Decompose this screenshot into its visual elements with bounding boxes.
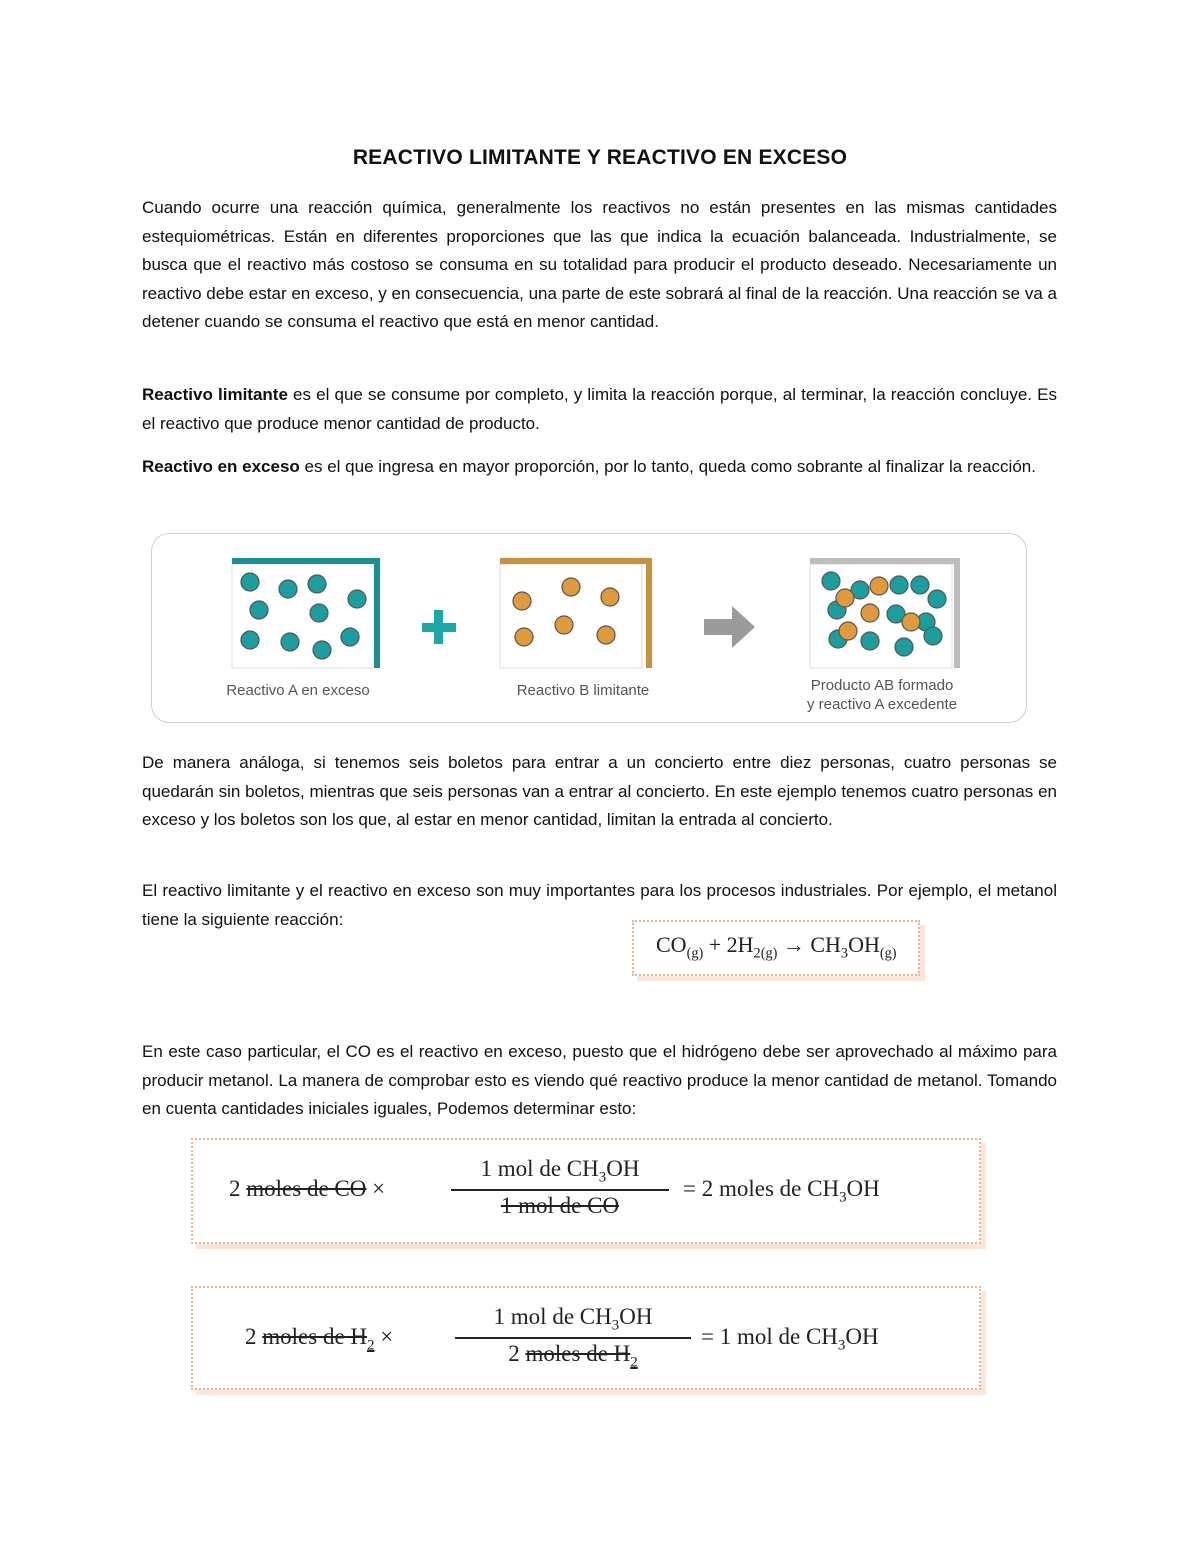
reaction-co-state: (g)	[686, 945, 704, 962]
particle-product	[924, 627, 942, 645]
reaction-h2-sub-num: 2	[753, 945, 761, 962]
particle-product	[822, 572, 840, 590]
eq2-result	[701, 1324, 879, 1355]
particle-product	[895, 638, 913, 656]
intro-paragraph: Cuando ocurre una reacción química, generalmente los reactivos no están presentes en las mismas cantidades estequiométricas. Están en diferentes proporciones que las que indica la ecuación balanceada. Industrialmente, se busca que el reactivo más costoso se consuma en su totalidad para producir el producto deseado. Necesariamente un reactivo debe estar en exceso, y en consecuencia, una parte de este sobrará al final de la reacción. Una reacción se va a detener cuando se consuma el reactivo que está en menor cantidad.	[142, 198, 1057, 332]
industrial-paragraph: El reactivo limitante y el reactivo en exceso son muy importantes para los procesos industriales. Por ejemplo, el metanol tiene la siguiente reacción:	[142, 881, 1057, 929]
particle-a	[279, 580, 297, 598]
eq2-num-sub: 3	[611, 1317, 620, 1334]
limitante-paragraph	[142, 381, 1057, 438]
reaction-equation	[656, 932, 897, 962]
eq2-num-end: OH	[619, 1304, 653, 1329]
limitante-text: es el que se consume por completo, y limita la reacción porque, al terminar, la reacción concluye. Es el reactivo que produce menor cantidad de producto.	[142, 385, 1057, 433]
exceso-text: es el que ingresa en mayor proporción, por lo tanto, queda como sobrante al finalizar la reacción.	[299, 457, 1036, 476]
eq2-num-text: 1 mol de CH	[493, 1304, 612, 1329]
eq1-num-sub: 3	[598, 1169, 607, 1186]
eq2-result-text: = 1 mol de CH	[701, 1324, 838, 1349]
eq2-fraction-bar	[455, 1337, 691, 1339]
reaction-oh: OH	[848, 932, 880, 957]
eq2-left	[245, 1324, 393, 1355]
particle-b	[555, 616, 573, 634]
eq1-numerator	[451, 1156, 669, 1187]
eq2-den-struck	[525, 1340, 638, 1371]
particle-b	[601, 588, 619, 606]
eq1-struck-moles-co: moles de CO	[246, 1176, 367, 1201]
label-product	[772, 676, 992, 714]
reactant-b-box	[500, 558, 652, 668]
reaction-oh-state: (g)	[879, 945, 897, 962]
label-reactant-a: Reactivo A en exceso	[226, 682, 370, 699]
reaction-h2: + 2H	[708, 932, 754, 957]
reaction-h2-state: (g)	[760, 945, 778, 962]
eq2-struck-moles-h2	[262, 1324, 375, 1354]
eq1-coef: 2	[229, 1176, 241, 1201]
reaction-figure	[151, 533, 1027, 723]
exceso-term: Reactivo en exceso	[142, 457, 300, 476]
particle-a	[281, 633, 299, 651]
particle-a	[308, 575, 326, 593]
eq2-fraction	[455, 1304, 691, 1371]
eq2-numerator	[455, 1304, 691, 1335]
equation-co-box	[191, 1138, 981, 1244]
eq2-struck-text: moles de H	[262, 1324, 368, 1349]
particle-b	[562, 578, 580, 596]
particle-a	[310, 604, 328, 622]
reaction-ch3-sub: 3	[840, 945, 849, 962]
particle-product	[861, 632, 879, 650]
eq1-denominator: 1 mol de CO	[500, 1192, 620, 1218]
eq2-den-sub: 2	[630, 1354, 638, 1371]
exceso-paragraph	[142, 453, 1057, 482]
reaction-h2-sub	[754, 945, 778, 961]
plus-icon	[422, 610, 456, 644]
particle-b	[597, 626, 615, 644]
eq2-result-sub: 3	[837, 1337, 846, 1354]
particle-product	[836, 589, 854, 607]
eq2-times: ×	[380, 1324, 394, 1349]
eq2-den-struck-text: moles de H	[525, 1340, 631, 1366]
equation-h2-box	[191, 1286, 981, 1390]
particle-product	[928, 590, 946, 608]
particular-paragraph: En este caso particular, el CO es el reactivo en exceso, puesto que el hidrógeno debe ser aprovechado al máximo para producir metanol. La manera de comprobar esto es viendo qué reactivo produce la menor cantidad de metanol. Tomando en cuenta cantidades iniciales iguales, Podemos determinar esto:	[142, 1042, 1057, 1119]
particle-b	[513, 592, 531, 610]
reaction-arrow-ch: → CH	[782, 932, 841, 957]
eq2-den-coef: 2	[508, 1340, 520, 1366]
particle-product	[861, 604, 879, 622]
eq1-times: ×	[372, 1176, 386, 1201]
eq1-result-sub: 3	[839, 1189, 847, 1206]
eq1-num-end: OH	[606, 1156, 640, 1181]
arrow-right-icon	[704, 606, 755, 648]
label-product-line2: y reactivo A excedente	[806, 696, 958, 713]
label-product-line1: Producto AB formado	[810, 677, 954, 694]
eq1-fraction	[451, 1156, 669, 1219]
eq1-result-text: = 2 moles de CH	[683, 1176, 840, 1201]
eq1-num-text: 1 mol de CH	[480, 1156, 599, 1181]
eq1-fraction-bar	[451, 1189, 669, 1191]
eq2-struck-sub: 2	[367, 1337, 375, 1354]
particle-product	[902, 613, 920, 631]
particle-product	[870, 577, 888, 595]
particle-a	[341, 628, 359, 646]
eq1-result	[683, 1176, 880, 1207]
particle-product	[839, 622, 857, 640]
analogy-paragraph: De manera análoga, si tenemos seis boletos para entrar a un concierto entre diez personas, cuatro personas se quedarán sin boletos, mientras que seis personas van a entrar al concierto. En este ejemplo tenemos cuatro personas en exceso y los boletos son los que, al estar en menor cantidad, limitan la entrada al concierto.	[142, 753, 1057, 830]
particle-a	[313, 641, 331, 659]
page-title: REACTIVO LIMITANTE Y REACTIVO EN EXCESO	[352, 146, 848, 169]
particle-a	[241, 573, 259, 591]
eq1-left	[229, 1176, 385, 1202]
eq2-result-end: OH	[845, 1324, 879, 1349]
eq1-result-end: OH	[846, 1176, 880, 1201]
particle-product	[911, 576, 929, 594]
particle-a	[241, 631, 259, 649]
particle-a	[348, 590, 366, 608]
particle-product	[890, 576, 908, 594]
particle-a	[250, 601, 268, 619]
eq2-coef: 2	[245, 1324, 257, 1349]
particle-b	[515, 628, 533, 646]
reaction-co: CO	[656, 932, 687, 957]
label-reactant-b: Reactivo B limitante	[516, 682, 650, 699]
reaction-equation-box	[632, 920, 920, 976]
limitante-term: Reactivo limitante	[142, 385, 288, 404]
eq2-denominator	[455, 1341, 691, 1372]
